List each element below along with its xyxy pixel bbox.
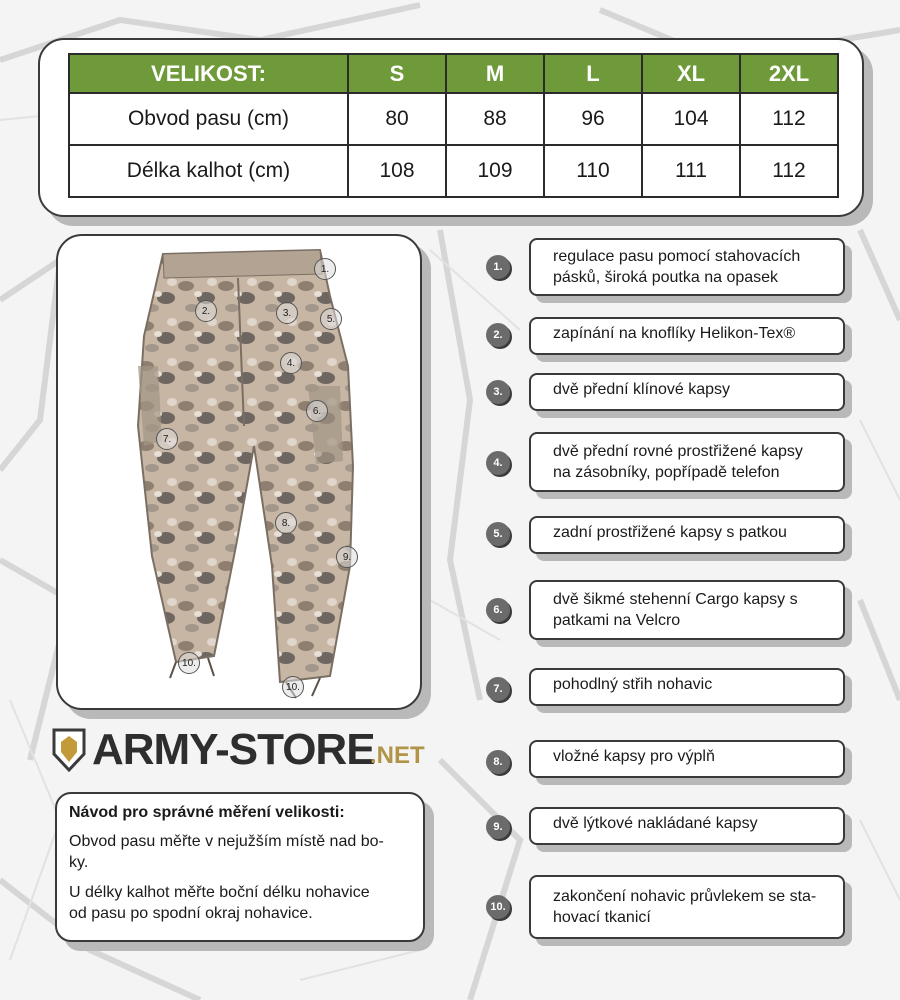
- feature-item-2: [529, 317, 845, 355]
- size-header-2xl: 2XL: [740, 54, 838, 93]
- feature-number-9: 9.: [486, 815, 510, 839]
- table-cell: 104: [642, 93, 740, 145]
- feature-text: dvě lýtkové nakládané kapsy: [553, 815, 758, 832]
- table-cell: 111: [642, 145, 740, 197]
- table-cell: 112: [740, 145, 838, 197]
- row-label-waist: Obvod pasu (cm): [69, 93, 348, 145]
- feature-text: zakončení nohavic průvlekem se sta-: [553, 888, 817, 905]
- measuring-guide-waist: [69, 831, 414, 873]
- table-row-length: [69, 145, 838, 197]
- store-logo: [52, 725, 432, 775]
- feature-item-8: [529, 740, 845, 778]
- feature-text: pásků, široká poutka na opasek: [553, 269, 779, 286]
- size-table-card: [38, 38, 864, 217]
- measuring-guide-length: [69, 882, 414, 924]
- feature-number-1: 1.: [486, 255, 510, 279]
- marker-3: 3.: [276, 302, 298, 324]
- feature-number-10: 10.: [486, 895, 510, 919]
- measuring-guide: [55, 792, 425, 942]
- feature-item-10: [529, 875, 845, 939]
- feature-item-1: [529, 238, 845, 296]
- table-cell: 110: [544, 145, 642, 197]
- table-cell: 80: [348, 93, 446, 145]
- row-label-length: Délka kalhot (cm): [69, 145, 348, 197]
- note-line: od pasu po spodní okraj nohavice.: [69, 905, 313, 922]
- feature-text: regulace pasu pomocí stahovacích: [553, 248, 801, 265]
- marker-4: 4.: [280, 352, 302, 374]
- size-header-label: VELIKOST:: [69, 54, 348, 93]
- size-header-m: M: [446, 54, 544, 93]
- feature-item-3: [529, 373, 845, 411]
- marker-5: 5.: [320, 308, 342, 330]
- feature-text: pohodlný střih nohavic: [553, 676, 713, 693]
- measuring-guide-title: Návod pro správné měření velikosti:: [69, 804, 345, 821]
- feature-text: zapínání na knoflíky Helikon-Tex®: [553, 325, 796, 342]
- pants-image: [58, 236, 420, 708]
- marker-10-left: 10.: [178, 652, 200, 674]
- feature-item-6: [529, 580, 845, 640]
- table-cell: 108: [348, 145, 446, 197]
- note-line: Obvod pasu měřte v nejužším místě nad bo-: [69, 833, 384, 850]
- marker-6: 6.: [306, 400, 328, 422]
- feature-number-3: 3.: [486, 380, 510, 404]
- table-cell: 112: [740, 93, 838, 145]
- feature-number-2: 2.: [486, 323, 510, 347]
- note-line: ky.: [69, 854, 89, 871]
- size-header-l: L: [544, 54, 642, 93]
- feature-item-4: [529, 432, 845, 492]
- marker-10-right: 10.: [282, 676, 304, 698]
- feature-number-6: 6.: [486, 598, 510, 622]
- size-table: [68, 53, 839, 198]
- feature-item-7: [529, 668, 845, 706]
- marker-2: 2.: [195, 300, 217, 322]
- marker-1: 1.: [314, 258, 336, 280]
- feature-text: dvě šikmé stehenní Cargo kapsy s: [553, 591, 798, 608]
- feature-text: zadní prostřižené kapsy s patkou: [553, 524, 787, 541]
- shield-icon: [52, 728, 86, 772]
- feature-item-5: [529, 516, 845, 554]
- feature-number-8: 8.: [486, 750, 510, 774]
- feature-text: vložné kapsy pro výplň: [553, 748, 715, 765]
- size-header-xl: XL: [642, 54, 740, 93]
- marker-9: 9.: [336, 546, 358, 568]
- table-cell: 88: [446, 93, 544, 145]
- logo-name: ARMY-STORE: [92, 725, 375, 774]
- feature-text: dvě přední rovné prostřižené kapsy: [553, 443, 803, 460]
- feature-item-9: [529, 807, 845, 845]
- feature-number-7: 7.: [486, 677, 510, 701]
- marker-8: 8.: [275, 512, 297, 534]
- size-table-header: [69, 54, 838, 93]
- note-line: U délky kalhot měřte boční délku nohavice: [69, 884, 370, 901]
- feature-number-5: 5.: [486, 522, 510, 546]
- table-row-waist: [69, 93, 838, 145]
- logo-tld: .NET: [370, 742, 425, 769]
- marker-7: 7.: [156, 428, 178, 450]
- product-image-card: [56, 234, 422, 710]
- feature-text: hovací tkanicí: [553, 909, 651, 926]
- size-header-s: S: [348, 54, 446, 93]
- feature-text: na zásobníky, popřípadě telefon: [553, 464, 780, 481]
- table-cell: 109: [446, 145, 544, 197]
- feature-text: dvě přední klínové kapsy: [553, 381, 730, 398]
- feature-number-4: 4.: [486, 451, 510, 475]
- feature-text: patkami na Velcro: [553, 612, 681, 629]
- table-cell: 96: [544, 93, 642, 145]
